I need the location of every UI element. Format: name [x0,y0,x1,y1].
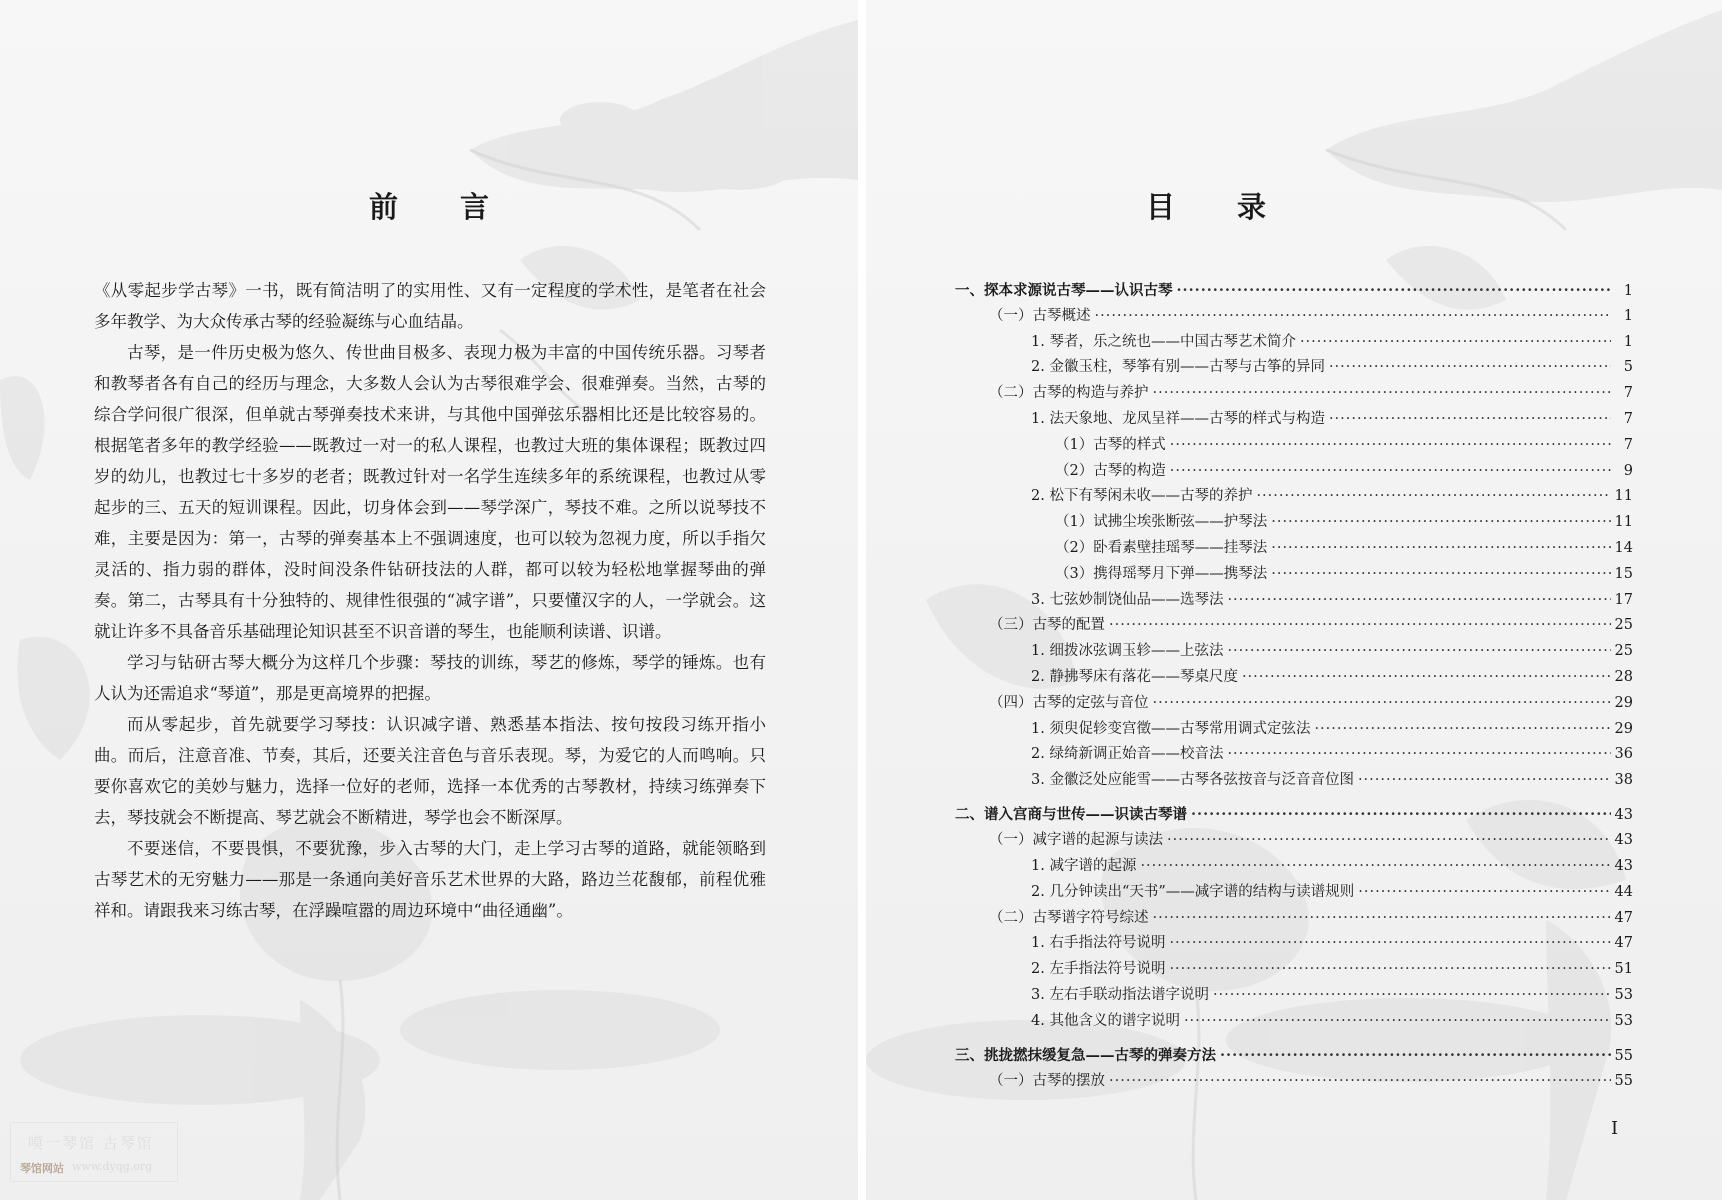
toc-leader-dots [1220,1043,1611,1069]
toc-entry-page: 29 [1614,694,1633,711]
toc-entry-title: 2. 几分钟读出“天书”——减字谱的结构与读谱规则 [1031,883,1355,900]
toc-entry[interactable] [955,381,1633,407]
toc-entry[interactable] [955,484,1633,510]
toc-entry[interactable] [955,717,1633,743]
toc-entry[interactable] [955,931,1633,957]
toc-leader-dots [1153,906,1611,932]
preface-paragraph: 学习与钻研古琴大概分为这样几个步骤：琴技的训练，琴艺的修炼，琴学的锤炼。也有人认为还需追求“琴道”，那是更高境界的把握。 [94,653,766,703]
toc-entry[interactable] [955,330,1633,356]
toc-entry-title: 2. 左手指法符号说明 [1031,961,1166,978]
toc-entry-title: 4. 其他含义的谱字说明 [1031,1012,1180,1029]
toc-leader-dots [1314,717,1610,743]
toc-leader-dots [1109,613,1611,639]
toc-entry-page: 36 [1614,746,1633,763]
toc-entry-page: 29 [1614,720,1633,737]
toc-entry-page: 53 [1614,1012,1633,1029]
toc-entry-page: 7 [1623,385,1633,402]
toc-entry-page: 28 [1614,668,1633,685]
toc-leader-dots [1109,1069,1611,1095]
toc-entry-page: 55 [1614,1048,1633,1065]
toc-leader-dots [1184,1009,1611,1035]
toc-entry[interactable] [955,742,1633,768]
toc-entry-title: 2. 静拂琴床有落花——琴桌尺度 [1031,668,1238,685]
page-gutter [858,0,866,1200]
toc-leader-dots [1300,330,1611,356]
toc-entry-title: 1. 须臾促轸变宫徵——古琴常用调式定弦法 [1031,720,1311,737]
toc-title: 目 录 [1145,190,1293,224]
toc-entry-page: 47 [1614,909,1633,926]
toc-entry[interactable] [955,880,1633,906]
toc-entry-page: 51 [1614,961,1633,978]
table-of-contents [955,278,1633,1095]
toc-leader-dots [1358,880,1610,906]
toc-entry[interactable] [955,854,1633,880]
toc-entry-title: （四）古琴的定弦与音位 [989,694,1149,711]
toc-leader-dots [1271,562,1610,588]
toc-chapter-entry[interactable] [955,278,1633,304]
preface-paragraph: 不要迷信，不要畏惧，不要犹豫，步入古琴的大门，走上学习古琴的道路，就能领略到古琴艺术的无穷魅力——那是一条通向美好音乐艺术世界的大路，路边兰花馥郁，前程优雅祥和。请跟我来习练古琴，在浮躁喧嚣的周边环境中“曲径通幽”。 [94,839,766,920]
toc-leader-dots [1170,433,1611,459]
toc-entry-page: 44 [1614,883,1633,900]
toc-leader-dots [1153,381,1612,407]
toc-leader-dots [1329,407,1611,433]
toc-entry-page: 47 [1614,935,1633,952]
toc-entry-page: 17 [1614,591,1633,608]
toc-leader-dots [1169,931,1610,957]
toc-entry[interactable] [955,588,1633,614]
toc-entry-page: 1 [1623,333,1633,350]
toc-entry-title: （一）减字谱的起源与读法 [989,832,1163,849]
toc-leader-dots [1358,768,1611,794]
toc-entry-page: 1 [1623,283,1633,299]
toc-entry[interactable] [955,906,1633,932]
preface-page [0,0,858,1200]
toc-entry-title: （一）古琴概述 [989,307,1091,324]
toc-leader-dots [1256,484,1610,510]
toc-entry-title: 1. 法天象地、龙凤呈祥——古琴的样式与构造 [1031,410,1325,427]
preface-body [94,275,766,926]
toc-entry-title: 2. 松下有琴闲未收——古琴的养护 [1031,488,1253,505]
toc-entry-title: （3）携得瑶琴月下弹——携琴法 [1055,565,1268,582]
toc-entry-page: 11 [1614,488,1633,505]
toc-leader-dots [1242,665,1611,691]
toc-entry-title: 3. 左右手联动指法谱字说明 [1031,987,1209,1004]
toc-entry[interactable] [955,459,1633,485]
toc-entry-page: 25 [1614,617,1633,634]
page-number: I [1611,1118,1619,1139]
toc-entry-title: 2. 金徽玉柱，琴筝有别——古琴与古筝的异同 [1031,359,1325,376]
toc-leader-dots [1153,691,1611,717]
preface-paragraph: 古琴，是一件历史极为悠久、传世曲目极多、表现力极为丰富的中国传统乐器。习琴者和教琴者各有自己的经历与理念，大多数人会认为古琴很难学会、很难弹奏。当然，古琴的综合学问很广很深，但单就古琴弹奏技术来讲，与其他中国弹弦乐器相比还是比较容易的。根据笔者多年的教学经验——既教过一对一的私人课程，也教过大班的集体课程；既教过四岁的幼儿，也教过七十多岁的老者；既教过针对一名学生连续多年的系统课程，也教过从零起步的三、五天的短训课程。因此，切身体会到——琴学深广，琴技不难。之所以说琴技不难，主要是因为：第一，古琴的弹奏基本上不强调速度，也可以较为忽视力度，所以手指欠灵活的、指力弱的群体，没时间没条件钻研技法的人群，都可以较为轻松地掌握琴曲的弹奏。第二，古琴具有十分独特的、规律性很强的“减字谱”，只要懂汉字的人，一学就会。这就让许多不具备音乐基础理论知识甚至不识音谱的琴生，也能顺利读谱、识谱。 [94,343,766,641]
toc-entry[interactable] [955,304,1633,330]
toc-entry-title: （二）古琴谱字符号综述 [989,909,1149,926]
watermark-url: www.dyqg.org [72,1160,153,1173]
toc-entry[interactable] [955,665,1633,691]
toc-entry-page: 1 [1623,307,1633,324]
toc-entry-page: 55 [1614,1072,1633,1089]
toc-entry[interactable] [955,355,1633,381]
toc-entry[interactable] [955,536,1633,562]
toc-leader-dots [1329,355,1611,381]
toc-entry[interactable] [955,1009,1633,1035]
toc-entry-page: 53 [1614,987,1633,1004]
preface-title: 前 言 [368,190,516,224]
toc-leader-dots [1271,536,1610,562]
toc-entry[interactable] [955,639,1633,665]
toc-entry[interactable] [955,1069,1633,1095]
preface-paragraph: 而从零起步，首先就要学习琴技：认识减字谱、熟悉基本指法、按句按段习练开指小曲。而后，注意音准、节奏，其后，还要关注音色与音乐表现。琴，为爱它的人而鸣响。只要你喜欢它的美妙与魅力，选择一位好的老师，选择一本优秀的古琴教材，持续习练弹奏下去，琴技就会不断提高、琴艺就会不断精进，琴学也会不断深厚。 [94,715,766,827]
toc-entry-title: 二、谱入宫商与世传——识读古琴谱 [955,806,1187,824]
toc-entry-page: 43 [1614,858,1633,875]
toc-entry-page: 7 [1623,410,1633,427]
toc-entry-title: （二）古琴的构造与养护 [989,385,1149,402]
toc-entry-page: 9 [1623,462,1633,479]
toc-entry[interactable] [955,691,1633,717]
toc-entry-title: 1. 细拨冰弦调玉轸——上弦法 [1031,643,1224,660]
toc-entry-page: 43 [1614,807,1633,824]
toc-leader-dots [1169,957,1610,983]
toc-entry-page: 14 [1614,539,1633,556]
toc-entry-page: 38 [1614,772,1633,789]
toc-entry-page: 7 [1623,436,1633,453]
toc-entry-title: 1. 琴者，乐之统也——中国古琴艺术简介 [1031,333,1296,350]
toc-entry[interactable] [955,433,1633,459]
toc-entry-title: （1）古琴的样式 [1055,436,1166,453]
toc-entry[interactable] [955,768,1633,794]
toc-entry-title: （1）试拂尘埃张断弦——护琴法 [1055,514,1268,531]
toc-chapter-entry[interactable] [955,802,1633,828]
watermark-main-text: 嗼一琴馆 古琴馆 [28,1134,154,1152]
toc-leader-dots [1191,802,1611,828]
toc-entry-page: 5 [1623,359,1633,376]
toc-leader-dots [1227,588,1610,614]
toc-entry-page: 15 [1614,565,1633,582]
toc-leader-dots [1213,983,1611,1009]
toc-leader-dots [1271,510,1610,536]
toc-leader-dots [1170,459,1611,485]
toc-entry-title: 2. 绿绮新调正始音——校音法 [1031,746,1224,763]
toc-entry-title: （2）古琴的构造 [1055,462,1166,479]
toc-leader-dots [1095,304,1612,330]
toc-entry-title: （一）古琴的摆放 [989,1072,1105,1089]
toc-entry-title: 一、探本求源说古琴——认识古琴 [955,282,1173,299]
toc-entry[interactable] [955,828,1633,854]
preface-paragraph: 《从零起步学古琴》一书，既有简洁明了的实用性、又有一定程度的学术性，是笔者在社会多年教学、为大众传承古琴的经验凝练与心血结晶。 [94,281,766,331]
toc-entry[interactable] [955,613,1633,639]
watermark-site-label: 琴馆网站 [20,1162,64,1175]
toc-entry-title: 3. 金徽泛处应能雪——古琴各弦按音与泛音音位图 [1031,772,1354,789]
toc-entry-title: 1. 右手指法符号说明 [1031,935,1166,952]
site-watermark [10,1122,178,1184]
toc-entry[interactable] [955,983,1633,1009]
toc-entry-title: 3. 七弦妙制饶仙品——选琴法 [1031,591,1224,608]
toc-leader-dots [1177,278,1612,304]
toc-entry-title: 三、挑拢撚抹缓复急——古琴的弹奏方法 [955,1047,1216,1065]
toc-chapter-entry[interactable] [955,1043,1633,1069]
toc-entry-title: （2）卧看素壁挂瑶琴——挂琴法 [1055,539,1268,556]
toc-entry[interactable] [955,510,1633,536]
toc-entry-title: 1. 减字谱的起源 [1031,858,1137,875]
toc-entry-page: 25 [1614,643,1633,660]
toc-entry-page: 43 [1614,832,1633,849]
toc-entry[interactable] [955,562,1633,588]
toc-entry-title: （三）古琴的配置 [989,617,1105,634]
toc-leader-dots [1140,854,1610,880]
toc-leader-dots [1227,639,1610,665]
toc-entry[interactable] [955,407,1633,433]
toc-entry-page: 11 [1614,514,1633,531]
toc-leader-dots [1227,742,1610,768]
toc-entry[interactable] [955,957,1633,983]
toc-leader-dots [1167,828,1611,854]
